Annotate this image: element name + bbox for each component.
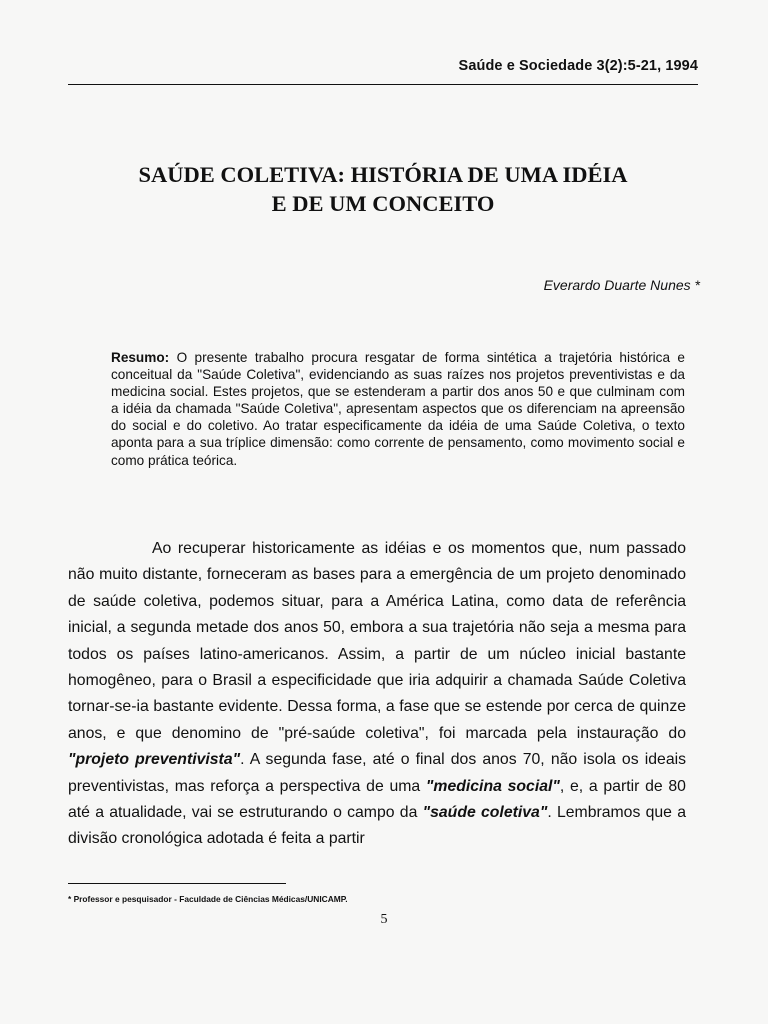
abstract bbox=[111, 349, 685, 469]
emphasis-projeto-preventivista: "projeto preventivista" bbox=[68, 751, 241, 769]
footnote: * Professor e pesquisador - Faculdade de Ciências Médicas/UNICAMP. bbox=[68, 894, 348, 904]
emphasis-medicina-social: "medicina social" bbox=[425, 777, 560, 795]
body-text-part-3: , e, a partir de 80 até a atualidade, vai se estruturando o campo da bbox=[68, 777, 686, 822]
running-head: Saúde e Sociedade 3(2):5-21, 1994 bbox=[458, 58, 698, 74]
article-title bbox=[68, 160, 698, 218]
author-name: Everardo Duarte Nunes * bbox=[543, 277, 700, 293]
abstract-text: O presente trabalho procura resgatar de forma sintética a trajetória histórica e conceitual da "Saúde Coletiva", evidenciando as suas raízes nos projetos preventivistas e da medicina social. Estes projetos, que se estenderam a partir dos anos 50 e que culminam com a idéia da chamada "Saúde Coletiva", apresentam aspectos que os diferenciam na apreensão do social e do coletivo. Ao tratar especificamente da idéia de uma Saúde Coletiva, o texto aponta para a sua tríplice dimensão: como corrente de pensamento, como movimento social e como prática teórica. bbox=[111, 350, 685, 468]
body-text bbox=[68, 536, 686, 853]
body-text-part-2: . A segunda fase, até o final dos anos 70, não isola os ideais preventivistas, mas reforça a perspectiva de uma bbox=[68, 751, 687, 795]
title-line-1: SAÚDE COLETIVA: HISTÓRIA DE UMA IDÉIA bbox=[138, 162, 628, 187]
page-number: 5 bbox=[380, 912, 388, 927]
emphasis-saude-coletiva: "saúde coletiva" bbox=[422, 804, 548, 822]
header-rule bbox=[68, 84, 698, 85]
abstract-label: Resumo: bbox=[111, 350, 170, 365]
body-text-part-4: . Lembramos que a divisão cronológica adotada é feita a partir bbox=[68, 804, 687, 848]
body-text-part-1: Ao recuperar historicamente as idéias e os momentos que, num passado não muito distante, forneceram as bases para a emergência de um projeto denominado de saúde coletiva, podemos situar, para a América Latina, como data de referência inicial, a segunda metade dos anos 50, embora a sua trajetória não seja a mesma para todos os países latino-americanos. Assim, a partir de um núcleo inicial bastante homogêneo, para o Brasil a especificidade que iria adquirir a chamada Saúde Coletiva tornar-se-ia bastante evidente. Dessa forma, a fase que se estende por cerca de quinze anos, e que denomino de "pré-saúde coletiva", foi marcada pela instauração do bbox=[68, 540, 686, 742]
body-paragraph bbox=[68, 536, 686, 853]
title-line-2: E DE UM CONCEITO bbox=[271, 191, 495, 216]
footnote-rule bbox=[68, 883, 286, 884]
